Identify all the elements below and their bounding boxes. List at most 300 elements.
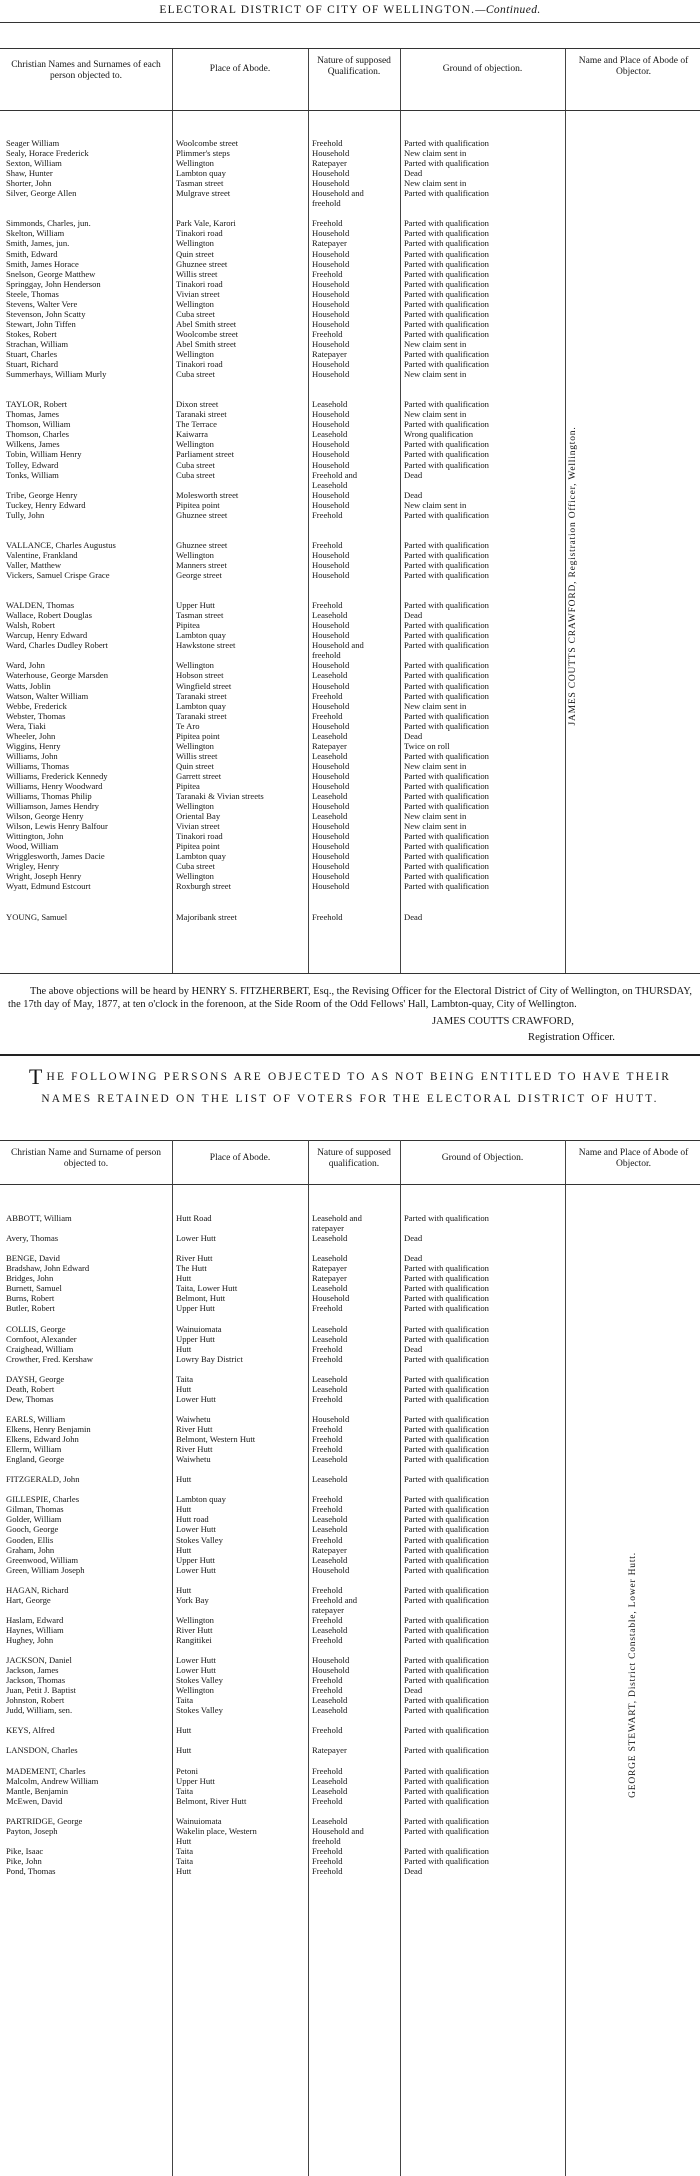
table-cell: River Hutt [176,1444,213,1455]
table-cell: Woolcombe street [176,138,239,148]
table-cell: Lambton quay [176,1494,226,1505]
table-cell: Wiggins, Henry [6,740,61,751]
table-cell [176,1605,306,1615]
table-cell: Household [312,559,350,570]
table-cell: Leasehold [312,1333,348,1344]
table-cell: DAYSH, George [6,1373,65,1384]
table-cell: Strachan, William [6,338,69,349]
table-cell: Leasehold [312,1514,348,1525]
table-cell: Dead [404,911,423,922]
table-cell: Leasehold [312,1775,348,1786]
column-header-abode: Place of Abode. [209,1153,271,1163]
table-cell: Leasehold [312,1474,348,1485]
table-cell [404,1575,564,1585]
table-cell: Parted with qualification [404,851,489,862]
table-cell [404,1464,564,1474]
table-cell: Upper Hutt [176,1333,215,1344]
table-cell: Freehold [312,1685,343,1696]
table-cell [404,520,564,530]
table-cell: Leasehold [312,730,348,741]
table-cell: Pipitea point [176,730,220,741]
table-cell: Cornfoot, Alexander [6,1333,77,1344]
column-header-ground: Ground of objection. [442,64,523,74]
table-cell: COLLIS, George [6,1323,66,1334]
table-cell: Household [312,781,350,791]
table-cell: Wyatt, Edmund Estcourt [6,881,91,892]
table-cell: FITZGERALD, John [6,1474,80,1485]
table-cell: Taita [176,1845,194,1856]
table-cell [176,1364,306,1374]
table-cell: Freehold [312,911,343,922]
table-cell: Parted with qualification [404,218,489,229]
table-cell: Wood, William [6,841,59,852]
table-cell: Household and [312,1825,364,1836]
table-cell: freehold [312,1835,341,1846]
table-cell: Taita [176,1373,194,1384]
table-cell: Parted with qualification [404,1554,489,1565]
table-cell: Dead [404,168,423,179]
table-cell [6,902,171,912]
table-cell: Household [312,449,350,460]
table-cell: McEwen, David [6,1795,63,1806]
table-cell: Wrigglesworth, James Dacie [6,851,105,862]
table-cell: Freehold [312,1584,343,1595]
table-cell: Leasehold [312,1624,348,1635]
table-cell: Malcolm, Andrew William [6,1775,99,1786]
table-cell: Smith, James Horace [6,258,79,269]
table-cell: Twice on roll [404,740,450,751]
table-cell: freehold [312,198,341,209]
table-cell: Dead [404,1685,423,1696]
table-cell [176,1575,306,1585]
table-cell: Freehold [312,1795,343,1806]
table-cell: York Bay [176,1594,209,1605]
hutt-section-title [4,1066,696,1110]
table-cell: Ghuznee street [176,509,228,520]
column-header-ground: Ground of Objection. [441,1153,524,1163]
table-cell: Golder, William [6,1514,62,1525]
table-cell [312,1735,400,1745]
table-cell: Ratepayer [312,740,347,751]
table-cell: HAGAN, Richard [6,1584,69,1595]
table-cell [176,480,306,490]
table-cell [404,902,564,912]
table-cell: Avery, Thomas [6,1233,59,1244]
table-cell: Springgay, John Henderson [6,278,101,289]
table-cell: Parted with qualification [404,419,489,430]
table-cell: Ratepayer [312,1273,347,1284]
table-cell: Parted with qualification [404,1333,489,1344]
table-cell: Stuart, Charles [6,348,58,359]
table-cell: Household [312,168,350,179]
table-cell [6,590,171,600]
table-cell: Lower Hutt [176,1233,216,1244]
table-cell: Williamson, James Hendry [6,801,99,812]
hutt-objector-text: GEORGE STEWART, District Constable, Lower Hutt. [628,1552,638,1798]
table-cell: Ratepayer [312,158,347,169]
table-cell: Leasehold [312,1283,348,1294]
table-cell [404,1404,564,1414]
table-cell: Silver, George Allen [6,188,77,199]
table-cell [404,1735,564,1745]
table-cell: Parted with qualification [404,1534,489,1545]
table-cell: Parted with qualification [404,1293,489,1304]
table-cell: Upper Hutt [176,600,215,611]
table-cell: Household and [312,188,364,199]
table-cell: Wellington [176,298,214,309]
table-cell: Webster, Thomas [6,710,66,721]
table-cell: Waiwhetu [176,1413,211,1424]
table-cell [312,1484,400,1494]
table-cell: Parted with qualification [404,439,489,450]
table-cell [176,650,306,660]
table-cell: Parted with qualification [404,881,489,892]
table-cell: Parted with qualification [404,278,489,289]
table-cell: Leasehold [312,1253,348,1264]
table-cell: Tuckey, Henry Edward [6,499,86,510]
table-cell: New claim sent in [404,369,467,380]
table-cell: Household [312,338,350,349]
table-cell [6,1806,171,1816]
table-cell [6,1484,171,1494]
table-cell: Household [312,278,350,289]
table-cell [6,580,171,590]
table-cell [176,208,306,218]
table-cell: Household [312,258,350,269]
table-cell: Upper Hutt [176,1775,215,1786]
table-cell: New claim sent in [404,409,467,420]
table-cell: Bridges, John [6,1273,54,1284]
table-cell: Parted with qualification [404,1695,489,1706]
table-cell: Greenwood, William [6,1554,79,1565]
table-cell: Gooden, Ellis [6,1534,54,1545]
table-cell: Mantle, Benjamin [6,1785,69,1796]
table-cell [6,1836,171,1846]
column-divider [308,48,309,973]
table-cell [176,1313,306,1323]
table-cell [176,520,306,530]
table-cell: Belmont, Western Hutt [176,1434,256,1445]
table-cell [176,1404,306,1414]
header-title: ELECTORAL DISTRICT OF CITY OF WELLINGTON. [159,4,476,16]
table-cell: Ratepayer [312,238,347,249]
table-cell: PARTRIDGE, George [6,1815,83,1826]
table-cell: Death, Robert [6,1383,55,1394]
table-cell: Tully, John [6,509,45,520]
table-cell: Lower Hutt [176,1564,216,1575]
table-cell: Freehold [312,218,343,229]
table-cell [404,1484,564,1494]
table-cell: Hutt [176,1504,192,1515]
table-cell: Valentine, Frankland [6,549,78,560]
table-cell: Lower Hutt [176,1665,216,1676]
table-cell: Freehold [312,1765,343,1776]
table-cell: Leasehold [312,1454,348,1465]
table-cell: Freehold and [312,1594,358,1605]
table-cell: Pipitea point [176,841,220,852]
table-cell: Freehold [312,1504,343,1515]
table-cell [404,198,564,208]
table-cell: Ward, John [6,660,45,671]
table-cell: Quin street [176,248,214,259]
table-cell: Parted with qualification [404,1705,489,1716]
table-cell: Freehold [312,539,343,550]
table-cell: Summerhays, William Murly [6,369,107,380]
table-cell: Hobson street [176,670,224,681]
table-cell: Dead [404,1233,423,1244]
table-cell: Stevenson, John Scatty [6,308,86,319]
table-cell: Household [312,459,350,470]
table-cell: Leasehold [312,1373,348,1384]
table-cell: Abel Smith street [176,338,237,349]
table-cell: Household [312,298,350,309]
table-cell: Wittington, John [6,831,64,842]
table-cell: Freehold [312,1534,343,1545]
table-cell: Dead [404,1253,423,1264]
table-cell: Leasehold [312,1695,348,1706]
table-cell: Parted with qualification [404,1825,489,1836]
table-cell: Parted with qualification [404,1393,489,1404]
table-cell: Lower Hutt [176,1393,216,1404]
table-cell: Parted with qualification [404,228,489,239]
table-cell: Snelson, George Matthew [6,268,96,279]
table-cell: Wellington [176,549,214,560]
table-cell: Dead [404,1866,423,1877]
table-cell: Freehold [312,710,343,721]
table-cell: Household [312,1655,350,1666]
table-cell: Parted with qualification [404,660,489,671]
table-cell: Parted with qualification [404,1655,489,1666]
table-cell: Wilkens, James [6,439,60,450]
table-cell: Pipitea [176,620,200,631]
table-cell: Graham, John [6,1544,55,1555]
table-cell: Parted with qualification [404,620,489,631]
table-cell: Parted with qualification [404,1725,489,1736]
table-cell: Hutt [176,1835,192,1846]
hutt-title-text: HE FOLLOWING PERSONS ARE OBJECTED TO AS NOT BEING ENTITLED TO HAVE THEIR NAMES RETAINED ON THE LIST OF VOTERS FOR THE ELECTORAL DISTRICT OF HUTT. [41,1071,672,1105]
table-cell: Parted with qualification [404,1745,489,1756]
table-cell: Ghuznee street [176,539,228,550]
table-cell [6,1364,171,1374]
table-cell: Steele, Thomas [6,288,59,299]
table-cell: Lambton quay [176,700,226,711]
table-cell: Parted with qualification [404,630,489,641]
table-cell: Butler, Robert [6,1303,55,1314]
table-cell: Household [312,851,350,862]
table-cell [312,520,400,530]
table-cell: Abel Smith street [176,318,237,329]
table-cell [6,208,171,218]
column-header-rule [0,110,700,111]
column-header-abode: Place of Abode. [209,64,271,74]
table-cell: Leasehold [312,750,348,761]
table-cell: Household [312,248,350,259]
table-cell [404,892,564,902]
table-cell: Watts, Joblin [6,680,51,691]
table-cell: Skelton, William [6,228,65,239]
table-cell [6,480,171,490]
hearing-notice: The above objections will be heard by HENRY S. FITZHERBERT, Esq., the Revising Officer for the Electoral District of City of Wellington, on THURSDAY, the 17th day of May, 1877, at ten o'clock in the forenoon, at the Side Room of the Odd Fellows' Hall, Lambton-quay, City of Wellington. [8,986,692,1010]
table-cell: Parted with qualification [404,1634,489,1645]
table-cell: Pipitea [176,781,200,791]
table-cell: Leasehold [312,1705,348,1716]
table-cell: Parted with qualification [404,1283,489,1294]
table-cell: Freehold [312,328,343,339]
table-cell: Parted with qualification [404,871,489,882]
signature-name: JAMES COUTTS CRAWFORD, [432,1016,574,1027]
table-cell: Vickers, Samuel Crispe Grace [6,570,110,581]
table-cell: Parted with qualification [404,308,489,319]
table-cell: Parted with qualification [404,549,489,560]
table-cell: Freehold [312,1866,343,1877]
table-cell: Parted with qualification [404,1383,489,1394]
table-cell: Household [312,308,350,319]
table-cell: Freehold [312,509,343,520]
table-cell: Household [312,660,350,671]
table-cell [312,1404,400,1414]
table-cell: Parted with qualification [404,1845,489,1856]
table-cell: Hutt [176,1584,192,1595]
table-cell: Parted with qualification [404,318,489,329]
table-cell: Parted with qualification [404,680,489,691]
table-cell [6,1464,171,1474]
table-cell: Tonks, William [6,469,59,480]
table-cell: Parted with qualification [404,1454,489,1465]
table-cell: Lambton quay [176,168,226,179]
table-cell: New claim sent in [404,338,467,349]
drop-cap: T [28,1064,45,1089]
table-cell: Household [312,630,350,641]
table-cell: Household [312,419,350,430]
table-cell: Freehold [312,1353,343,1364]
table-cell: Parliament street [176,449,234,460]
table-cell: Willis street [176,750,218,761]
table-cell: New claim sent in [404,821,467,832]
table-cell: Woolcombe street [176,328,239,339]
column-divider [172,48,173,973]
table-cell [6,1756,171,1766]
table-cell: Stuart, Richard [6,359,59,370]
table-cell: Stokes Valley [176,1705,223,1716]
table-cell: Freehold [312,1303,343,1314]
table-cell: Parted with qualification [404,1815,489,1826]
table-cell: Wellington [176,801,214,812]
table-cell [6,1645,171,1655]
table-cell: Parted with qualification [404,600,489,611]
table-cell [312,1313,400,1323]
table-cell: Parted with qualification [404,1494,489,1505]
table-cell [312,1645,400,1655]
table-cell: Household [312,1564,350,1575]
table-cell: Wellington [176,158,214,169]
table-cell: Hutt [176,1383,192,1394]
table-cell [404,1243,564,1253]
table-cell: Leasehold [312,1785,348,1796]
table-cell: Shaw, Hunter [6,168,53,179]
table-cell [176,1735,306,1745]
table-cell: Household [312,499,350,510]
table-cell [6,1313,171,1323]
table-cell: Parted with qualification [404,1263,489,1274]
table-cell: Parted with qualification [404,1594,489,1605]
table-cell [6,520,171,530]
table-cell: Stokes Valley [176,1675,223,1686]
table-cell: Household [312,570,350,581]
table-cell: Williams, Henry Woodward [6,781,103,791]
table-cell: Taranaki & Vivian streets [176,791,264,802]
table-cell: Parted with qualification [404,1524,489,1535]
table-cell: Parted with qualification [404,298,489,309]
table-cell: freehold [312,650,341,661]
table-cell: TAYLOR, Robert [6,399,68,410]
column-header-names: Christian Name and Surname of person objected to. [10,1148,162,1169]
table-cell: BENGE, David [6,1253,60,1264]
names-column [6,1213,171,1876]
table-cell: Wainuiomata [176,1815,222,1826]
table-cell: Parted with qualification [404,1474,489,1485]
table-cell: Household [312,359,350,370]
table-cell: Pike, Isaac [6,1845,44,1856]
table-cell: Tribe, George Henry [6,489,78,500]
table-cell: Freehold [312,1856,343,1866]
table-cell: Upper Hutt [176,1554,215,1565]
table-cell: Sealy, Horace Frederick [6,148,89,159]
table-cell: Taita [176,1856,194,1866]
column-header-qualification: Nature of supposed qualification. [317,1148,391,1169]
table-cell: Hutt [176,1866,192,1877]
table-cell: Tinakori road [176,228,223,239]
table-cell: Wellington [176,348,214,359]
table-cell [176,590,306,600]
table-cell: Parted with qualification [404,1795,489,1806]
table-cell: Wainuiomata [176,1323,222,1334]
table-cell: Elkens, Edward John [6,1434,79,1445]
table-cell: Household [312,318,350,329]
table-cell: Williams, John [6,750,58,761]
table-cell: England, George [6,1454,65,1465]
table-cell: Household [312,861,350,872]
table-cell: Wellington [176,1614,214,1625]
table-cell: Household [312,620,350,631]
table-cell: KEYS, Alfred [6,1725,55,1736]
table-cell [176,902,306,912]
table-cell: Mulgrave street [176,188,231,199]
table-cell: Juan, Petit J. Baptist [6,1685,76,1696]
table-cell [312,1575,400,1585]
table-cell: Tasman street [176,178,224,189]
table-cell: River Hutt [176,1253,213,1264]
section-divider [0,1054,700,1056]
column-divider [172,1140,173,2176]
table-cell: New claim sent in [404,499,467,510]
table-cell [404,208,564,218]
table-cell: LANSDON, Charles [6,1745,78,1756]
table-cell: Household [312,1293,350,1304]
table-cell: Leasehold [312,670,348,681]
table-cell: Parted with qualification [404,710,489,721]
table-cell: Freehold [312,1434,343,1445]
table-cell: Thomson, William [6,419,71,430]
table-cell [312,1806,400,1816]
table-cell: Pike, John [6,1856,42,1866]
table-cell: Wingfield street [176,680,232,691]
table-cell: Household [312,841,350,852]
table-cell: Leasehold [312,610,348,621]
table-cell: Lower Hutt [176,1655,216,1666]
table-cell: Parted with qualification [404,1434,489,1445]
table-cell [312,1756,400,1766]
table-cell [6,1243,171,1253]
